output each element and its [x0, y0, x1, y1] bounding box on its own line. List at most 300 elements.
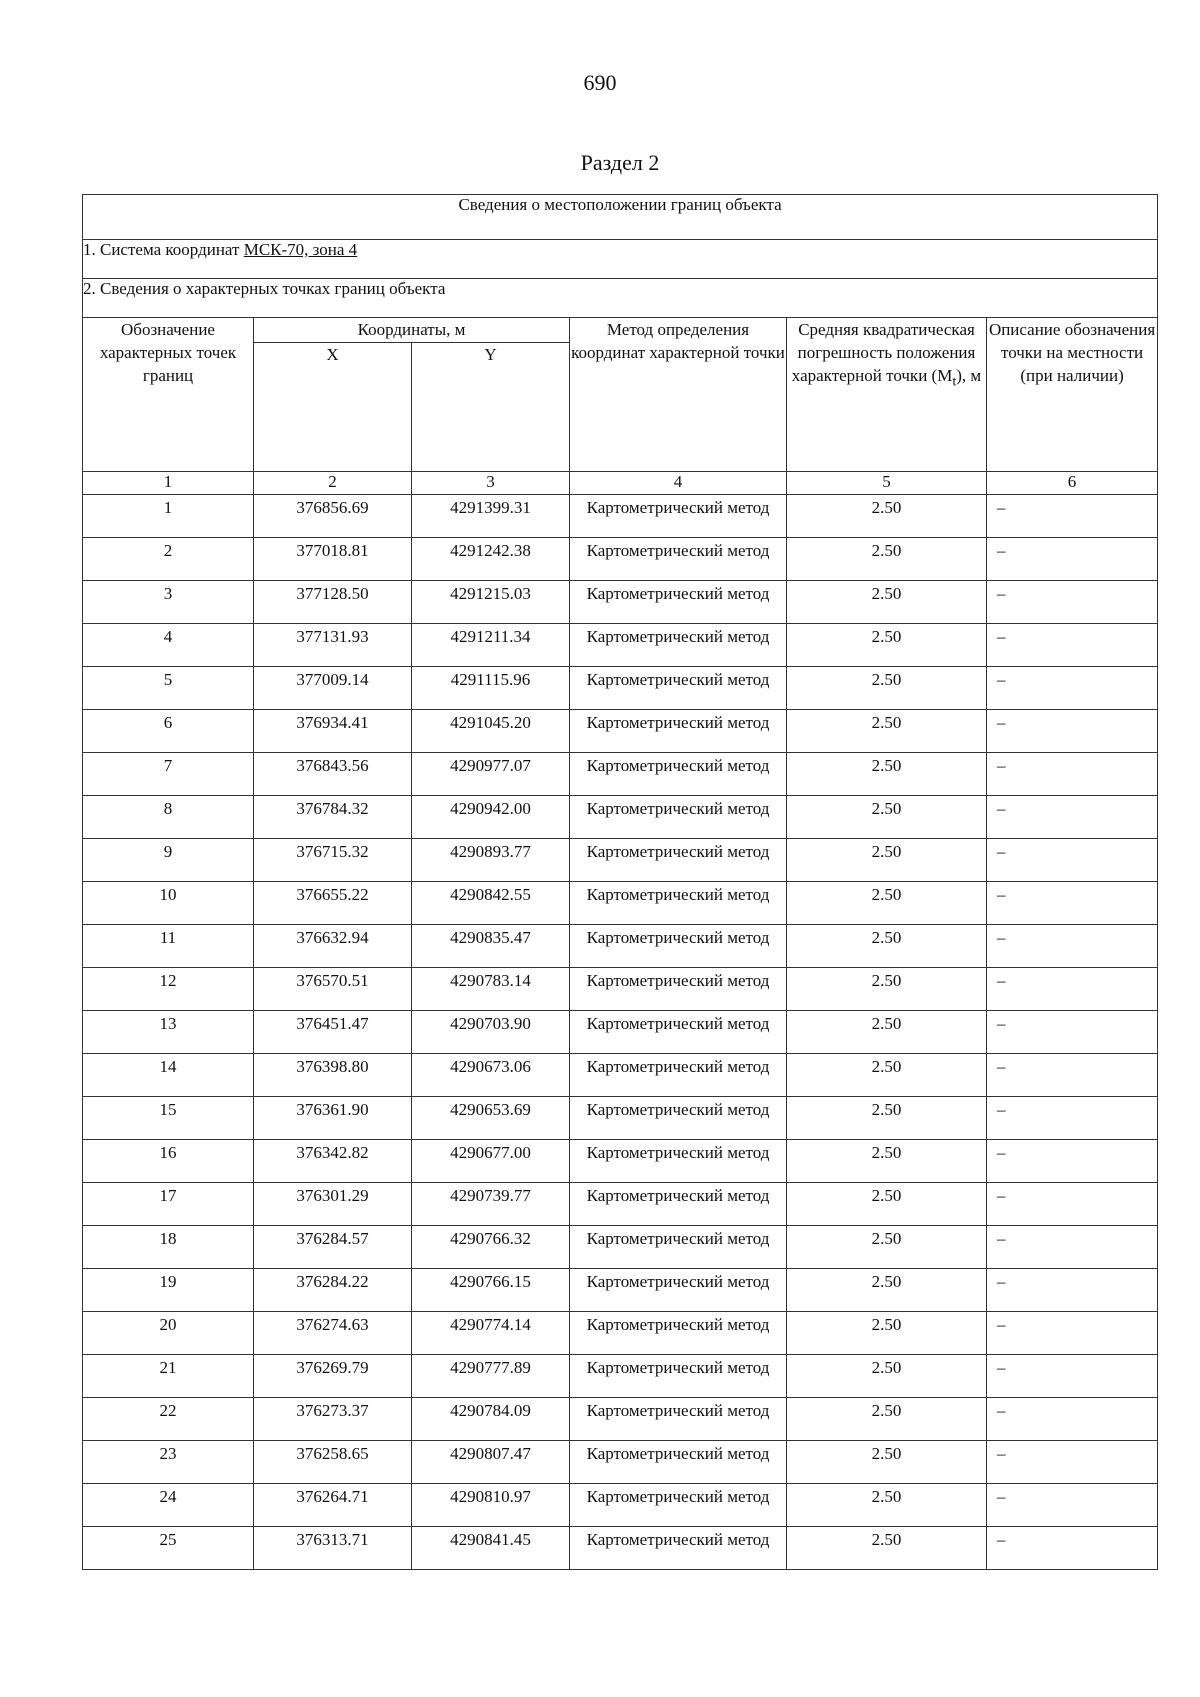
- method-cell: [570, 1183, 787, 1226]
- point-number-cell: [83, 581, 254, 624]
- point-number-cell: [83, 1183, 254, 1226]
- error-cell-text: 2.50: [871, 670, 902, 689]
- error-cell: [787, 538, 987, 581]
- point-number-cell: [83, 1527, 254, 1570]
- table-row: [83, 1398, 1158, 1441]
- method-cell: [570, 1269, 787, 1312]
- y-coordinate-cell: [412, 1398, 570, 1441]
- table-row: [83, 925, 1158, 968]
- y-coordinate-cell: [412, 925, 570, 968]
- point-number-cell-text: 16: [159, 1143, 177, 1162]
- description-cell: [987, 968, 1158, 1011]
- point-number-cell-text: 21: [159, 1358, 177, 1377]
- y-coordinate-cell-text: 4290766.15: [450, 1272, 531, 1291]
- y-coordinate-cell: [412, 538, 570, 581]
- point-number-cell: [83, 624, 254, 667]
- y-coordinate-cell: [412, 753, 570, 796]
- method-cell: [570, 839, 787, 882]
- point-number-cell: [83, 1097, 254, 1140]
- column-number: 3: [412, 472, 570, 495]
- y-coordinate-cell-text: 4290739.77: [450, 1186, 531, 1205]
- y-coordinate-cell-text: 4290942.00: [450, 799, 531, 818]
- method-cell-text: Картометрический метод: [586, 1186, 770, 1205]
- description-cell: [987, 1226, 1158, 1269]
- header-error: [787, 318, 987, 472]
- y-coordinate-cell-text: 4290783.14: [450, 971, 531, 990]
- point-number-cell: [83, 796, 254, 839]
- point-number-cell-text: 1: [163, 498, 173, 517]
- description-cell-text: –: [997, 1143, 1006, 1162]
- x-coordinate-cell: [254, 1312, 412, 1355]
- y-coordinate-cell-text: 4290807.47: [450, 1444, 531, 1463]
- description-cell: [987, 1312, 1158, 1355]
- description-cell: [987, 1355, 1158, 1398]
- y-coordinate-cell-text: 4290784.09: [450, 1401, 531, 1420]
- error-cell: [787, 667, 987, 710]
- method-cell: [570, 624, 787, 667]
- table-row: [83, 1527, 1158, 1570]
- point-number-cell: [83, 495, 254, 538]
- x-coordinate-cell-text: 376570.51: [296, 971, 369, 990]
- y-coordinate-cell-text: 4290835.47: [450, 928, 531, 947]
- table-row: [83, 624, 1158, 667]
- description-cell-text: –: [997, 1358, 1006, 1377]
- table-row: [83, 495, 1158, 538]
- column-number: 5: [787, 472, 987, 495]
- description-cell-text: –: [997, 498, 1006, 517]
- y-coordinate-cell-text: 4290673.06: [450, 1057, 531, 1076]
- error-cell-text: 2.50: [871, 627, 902, 646]
- table-title: Сведения о местоположении границ объекта: [83, 195, 1158, 240]
- table-row: [83, 1355, 1158, 1398]
- description-cell: [987, 839, 1158, 882]
- x-coordinate-cell-text: 376934.41: [296, 713, 369, 732]
- method-cell-text: Картометрический метод: [586, 1444, 770, 1463]
- x-coordinate-cell: [254, 1011, 412, 1054]
- point-number-cell: [83, 925, 254, 968]
- description-cell-text: –: [997, 1057, 1006, 1076]
- section-title: Раздел 2: [580, 150, 660, 175]
- description-cell-text: –: [997, 1100, 1006, 1119]
- x-coordinate-cell: [254, 710, 412, 753]
- error-cell: [787, 1355, 987, 1398]
- description-cell-text: –: [997, 1315, 1006, 1334]
- error-cell-text: 2.50: [871, 971, 902, 990]
- x-coordinate-cell-text: 376284.22: [296, 1272, 369, 1291]
- y-coordinate-cell-text: 4290841.45: [450, 1530, 531, 1549]
- error-cell: [787, 710, 987, 753]
- description-cell: [987, 1269, 1158, 1312]
- table-row: [83, 538, 1158, 581]
- error-cell: [787, 839, 987, 882]
- error-cell-text: 2.50: [871, 799, 902, 818]
- x-coordinate-cell: [254, 495, 412, 538]
- table-row: [83, 667, 1158, 710]
- x-coordinate-cell: [254, 1269, 412, 1312]
- method-cell-text: Картометрический метод: [586, 756, 770, 775]
- point-number-cell: [83, 1226, 254, 1269]
- point-number-cell: [83, 753, 254, 796]
- y-coordinate-cell-text: 4290977.07: [450, 756, 531, 775]
- header-designation: Обозначение характерных точек границ: [83, 318, 254, 472]
- error-cell-text: 2.50: [871, 1014, 902, 1033]
- description-cell-text: –: [997, 1487, 1006, 1506]
- method-cell-text: Картометрический метод: [586, 1100, 770, 1119]
- point-number-cell-text: 20: [159, 1315, 177, 1334]
- y-coordinate-cell: [412, 1011, 570, 1054]
- method-cell: [570, 796, 787, 839]
- error-cell-text: 2.50: [871, 1057, 902, 1076]
- description-cell-text: –: [997, 799, 1006, 818]
- header-x: X: [254, 343, 412, 472]
- error-cell-text: 2.50: [871, 1143, 902, 1162]
- error-cell: [787, 925, 987, 968]
- x-coordinate-cell: [254, 882, 412, 925]
- description-cell-text: –: [997, 1530, 1006, 1549]
- error-cell: [787, 581, 987, 624]
- description-cell: [987, 925, 1158, 968]
- error-cell: [787, 1527, 987, 1570]
- method-cell: [570, 581, 787, 624]
- point-number-cell-text: 11: [159, 928, 177, 947]
- x-coordinate-cell-text: 377131.93: [296, 627, 369, 646]
- description-cell-text: –: [997, 670, 1006, 689]
- point-number-cell-text: 2: [163, 541, 173, 560]
- y-coordinate-cell: [412, 882, 570, 925]
- description-cell-text: –: [997, 627, 1006, 646]
- header-coordinates: Координаты, м: [254, 318, 570, 343]
- point-number-cell: [83, 1011, 254, 1054]
- header-error-subscript: t: [952, 373, 957, 390]
- error-cell-text: 2.50: [871, 756, 902, 775]
- y-coordinate-cell: [412, 581, 570, 624]
- table-row: [83, 581, 1158, 624]
- description-cell: [987, 796, 1158, 839]
- error-cell-text: 2.50: [871, 584, 902, 603]
- method-cell: [570, 1484, 787, 1527]
- error-cell-text: 2.50: [871, 1487, 902, 1506]
- table-row: [83, 1140, 1158, 1183]
- description-cell: [987, 882, 1158, 925]
- method-cell-text: Картометрический метод: [586, 1487, 770, 1506]
- x-coordinate-cell-text: 377009.14: [296, 670, 369, 689]
- error-cell: [787, 1312, 987, 1355]
- y-coordinate-cell: [412, 1355, 570, 1398]
- description-cell: [987, 1011, 1158, 1054]
- x-coordinate-cell: [254, 1183, 412, 1226]
- error-cell-text: 2.50: [871, 1530, 902, 1549]
- description-cell: [987, 1527, 1158, 1570]
- method-cell: [570, 753, 787, 796]
- page-number: 690: [583, 70, 617, 95]
- y-coordinate-cell-text: 4290810.97: [450, 1487, 531, 1506]
- point-number-cell: [83, 882, 254, 925]
- header-y: Y: [412, 343, 570, 472]
- x-coordinate-cell: [254, 968, 412, 1011]
- description-cell: [987, 538, 1158, 581]
- x-coordinate-cell-text: 376269.79: [296, 1358, 369, 1377]
- method-cell: [570, 667, 787, 710]
- y-coordinate-cell-text: 4291242.38: [450, 541, 531, 560]
- method-cell-text: Картометрический метод: [586, 627, 770, 646]
- x-coordinate-cell: [254, 796, 412, 839]
- error-cell: [787, 1398, 987, 1441]
- boundary-points-table: [82, 194, 1158, 1570]
- error-cell: [787, 1054, 987, 1097]
- y-coordinate-cell: [412, 1312, 570, 1355]
- error-cell: [787, 1484, 987, 1527]
- table-row: [83, 968, 1158, 1011]
- y-coordinate-cell-text: 4291215.03: [450, 584, 531, 603]
- header-error-text: Средняя квадратическая погрешность положения характерной точки (M: [791, 320, 976, 385]
- y-coordinate-cell-text: 4290766.32: [450, 1229, 531, 1248]
- method-cell-text: Картометрический метод: [586, 885, 770, 904]
- method-cell-text: Картометрический метод: [586, 1315, 770, 1334]
- x-coordinate-cell: [254, 839, 412, 882]
- table-row: [83, 753, 1158, 796]
- x-coordinate-cell: [254, 1355, 412, 1398]
- description-cell: [987, 1183, 1158, 1226]
- x-coordinate-cell: [254, 1527, 412, 1570]
- point-number-cell-text: 7: [163, 756, 173, 775]
- method-cell-text: Картометрический метод: [586, 1401, 770, 1420]
- description-cell-text: –: [997, 713, 1006, 732]
- y-coordinate-cell-text: 4290842.55: [450, 885, 531, 904]
- x-coordinate-cell: [254, 667, 412, 710]
- x-coordinate-cell-text: 376784.32: [296, 799, 369, 818]
- coordinate-system-value: МСК-70, зона 4: [243, 240, 358, 259]
- description-cell-text: –: [997, 971, 1006, 990]
- point-number-cell: [83, 538, 254, 581]
- method-cell-text: Картометрический метод: [586, 1014, 770, 1033]
- error-cell-text: 2.50: [871, 1272, 902, 1291]
- error-cell: [787, 1183, 987, 1226]
- error-cell: [787, 1140, 987, 1183]
- method-cell: [570, 710, 787, 753]
- point-number-cell: [83, 1140, 254, 1183]
- x-coordinate-cell-text: 376264.71: [296, 1487, 369, 1506]
- x-coordinate-cell: [254, 1398, 412, 1441]
- description-cell: [987, 753, 1158, 796]
- point-number-cell-text: 23: [159, 1444, 177, 1463]
- y-coordinate-cell-text: 4291115.96: [450, 670, 531, 689]
- point-number-cell-text: 3: [163, 584, 173, 603]
- x-coordinate-cell-text: 377128.50: [296, 584, 369, 603]
- method-cell: [570, 1312, 787, 1355]
- point-number-cell-text: 9: [163, 842, 173, 861]
- error-cell: [787, 495, 987, 538]
- error-cell-text: 2.50: [871, 1100, 902, 1119]
- description-cell-text: –: [997, 1272, 1006, 1291]
- x-coordinate-cell-text: 376258.65: [296, 1444, 369, 1463]
- x-coordinate-cell-text: 376361.90: [296, 1100, 369, 1119]
- error-cell: [787, 968, 987, 1011]
- table-row: [83, 839, 1158, 882]
- y-coordinate-cell-text: 4290653.69: [450, 1100, 531, 1119]
- error-cell-text: 2.50: [871, 713, 902, 732]
- method-cell: [570, 925, 787, 968]
- error-cell: [787, 1269, 987, 1312]
- y-coordinate-cell: [412, 1527, 570, 1570]
- column-numbers-row: [83, 472, 1158, 495]
- method-cell-text: Картометрический метод: [586, 1057, 770, 1076]
- y-coordinate-cell-text: 4291045.20: [450, 713, 531, 732]
- method-cell: [570, 882, 787, 925]
- table-row: [83, 710, 1158, 753]
- error-cell-text: 2.50: [871, 1315, 902, 1334]
- point-number-cell-text: 10: [159, 885, 177, 904]
- error-cell-text: 2.50: [871, 885, 902, 904]
- point-number-cell: [83, 968, 254, 1011]
- description-cell: [987, 667, 1158, 710]
- y-coordinate-cell: [412, 1269, 570, 1312]
- error-cell: [787, 1011, 987, 1054]
- x-coordinate-cell-text: 376655.22: [296, 885, 369, 904]
- x-coordinate-cell-text: 376632.94: [296, 928, 369, 947]
- column-number: 4: [570, 472, 787, 495]
- y-coordinate-cell-text: 4290893.77: [450, 842, 531, 861]
- x-coordinate-cell: [254, 1140, 412, 1183]
- x-coordinate-cell-text: 376313.71: [296, 1530, 369, 1549]
- x-coordinate-cell: [254, 1441, 412, 1484]
- point-number-cell: [83, 1269, 254, 1312]
- y-coordinate-cell: [412, 710, 570, 753]
- point-number-cell: [83, 1054, 254, 1097]
- error-cell: [787, 753, 987, 796]
- description-cell: [987, 495, 1158, 538]
- method-cell-text: Картометрический метод: [586, 498, 770, 517]
- x-coordinate-cell-text: 376856.69: [296, 498, 369, 517]
- description-cell-text: –: [997, 885, 1006, 904]
- points-heading: 2. Сведения о характерных точках границ объекта: [83, 279, 1158, 318]
- header-description: Описание обозначения точки на местности (при наличии): [987, 318, 1158, 472]
- point-number-cell: [83, 1484, 254, 1527]
- point-number-cell: [83, 1398, 254, 1441]
- table-body: [83, 495, 1158, 1570]
- method-cell-text: Картометрический метод: [586, 584, 770, 603]
- error-cell-text: 2.50: [871, 928, 902, 947]
- point-number-cell: [83, 1312, 254, 1355]
- y-coordinate-cell: [412, 1140, 570, 1183]
- column-number: 1: [83, 472, 254, 495]
- point-number-cell: [83, 1441, 254, 1484]
- table-row: [83, 1183, 1158, 1226]
- column-number: 2: [254, 472, 412, 495]
- point-number-cell-text: 5: [163, 670, 173, 689]
- y-coordinate-cell-text: 4290703.90: [450, 1014, 531, 1033]
- x-coordinate-cell-text: 377018.81: [296, 541, 369, 560]
- table-row: [83, 1312, 1158, 1355]
- header-error-unit: ), м: [956, 366, 982, 385]
- error-cell-text: 2.50: [871, 1358, 902, 1377]
- error-cell: [787, 1097, 987, 1140]
- description-cell: [987, 624, 1158, 667]
- x-coordinate-cell: [254, 581, 412, 624]
- column-number: 6: [987, 472, 1158, 495]
- method-cell-text: Картометрический метод: [586, 842, 770, 861]
- description-cell-text: –: [997, 541, 1006, 560]
- method-cell-text: Картометрический метод: [586, 1272, 770, 1291]
- description-cell: [987, 1398, 1158, 1441]
- method-cell-text: Картометрический метод: [586, 1229, 770, 1248]
- error-cell: [787, 796, 987, 839]
- method-cell-text: Картометрический метод: [586, 928, 770, 947]
- description-cell: [987, 581, 1158, 624]
- method-cell: [570, 1527, 787, 1570]
- x-coordinate-cell: [254, 538, 412, 581]
- x-coordinate-cell: [254, 624, 412, 667]
- x-coordinate-cell: [254, 1226, 412, 1269]
- error-cell-text: 2.50: [871, 498, 902, 517]
- x-coordinate-cell-text: 376301.29: [296, 1186, 369, 1205]
- point-number-cell: [83, 667, 254, 710]
- y-coordinate-cell-text: 4290774.14: [450, 1315, 531, 1334]
- method-cell: [570, 1441, 787, 1484]
- error-cell: [787, 1226, 987, 1269]
- error-cell: [787, 882, 987, 925]
- method-cell: [570, 1011, 787, 1054]
- table-row: [83, 1097, 1158, 1140]
- point-number-cell-text: 22: [159, 1401, 177, 1420]
- point-number-cell-text: 4: [163, 627, 173, 646]
- description-cell: [987, 1441, 1158, 1484]
- description-cell-text: –: [997, 928, 1006, 947]
- description-cell-text: –: [997, 1014, 1006, 1033]
- method-cell: [570, 538, 787, 581]
- error-cell-text: 2.50: [871, 1401, 902, 1420]
- y-coordinate-cell: [412, 1183, 570, 1226]
- error-cell-text: 2.50: [871, 541, 902, 560]
- x-coordinate-cell: [254, 1054, 412, 1097]
- table-row: [83, 1269, 1158, 1312]
- description-cell-text: –: [997, 1401, 1006, 1420]
- y-coordinate-cell-text: 4290777.89: [450, 1358, 531, 1377]
- table-row: [83, 1011, 1158, 1054]
- method-cell: [570, 1226, 787, 1269]
- x-coordinate-cell-text: 376451.47: [296, 1014, 369, 1033]
- y-coordinate-cell: [412, 1226, 570, 1269]
- error-cell-text: 2.50: [871, 842, 902, 861]
- x-coordinate-cell-text: 376843.56: [296, 756, 369, 775]
- x-coordinate-cell-text: 376273.37: [296, 1401, 369, 1420]
- y-coordinate-cell: [412, 1484, 570, 1527]
- point-number-cell-text: 17: [159, 1186, 177, 1205]
- x-coordinate-cell: [254, 1097, 412, 1140]
- method-cell: [570, 1355, 787, 1398]
- point-number-cell-text: 18: [159, 1229, 177, 1248]
- x-coordinate-cell-text: 376342.82: [296, 1143, 369, 1162]
- y-coordinate-cell: [412, 796, 570, 839]
- method-cell: [570, 968, 787, 1011]
- coordinate-system: [83, 240, 1158, 279]
- method-cell-text: Картометрический метод: [586, 670, 770, 689]
- method-cell-text: Картометрический метод: [586, 713, 770, 732]
- error-cell-text: 2.50: [871, 1186, 902, 1205]
- header-method: Метод определения координат характерной точки: [570, 318, 787, 472]
- method-cell-text: Картометрический метод: [586, 541, 770, 560]
- description-cell-text: –: [997, 1186, 1006, 1205]
- table-row: [83, 882, 1158, 925]
- description-cell-text: –: [997, 584, 1006, 603]
- point-number-cell: [83, 710, 254, 753]
- y-coordinate-cell: [412, 667, 570, 710]
- table-row: [83, 796, 1158, 839]
- method-cell-text: Картометрический метод: [586, 1358, 770, 1377]
- method-cell: [570, 1140, 787, 1183]
- table-row: [83, 1054, 1158, 1097]
- x-coordinate-cell-text: 376284.57: [296, 1229, 369, 1248]
- point-number-cell: [83, 839, 254, 882]
